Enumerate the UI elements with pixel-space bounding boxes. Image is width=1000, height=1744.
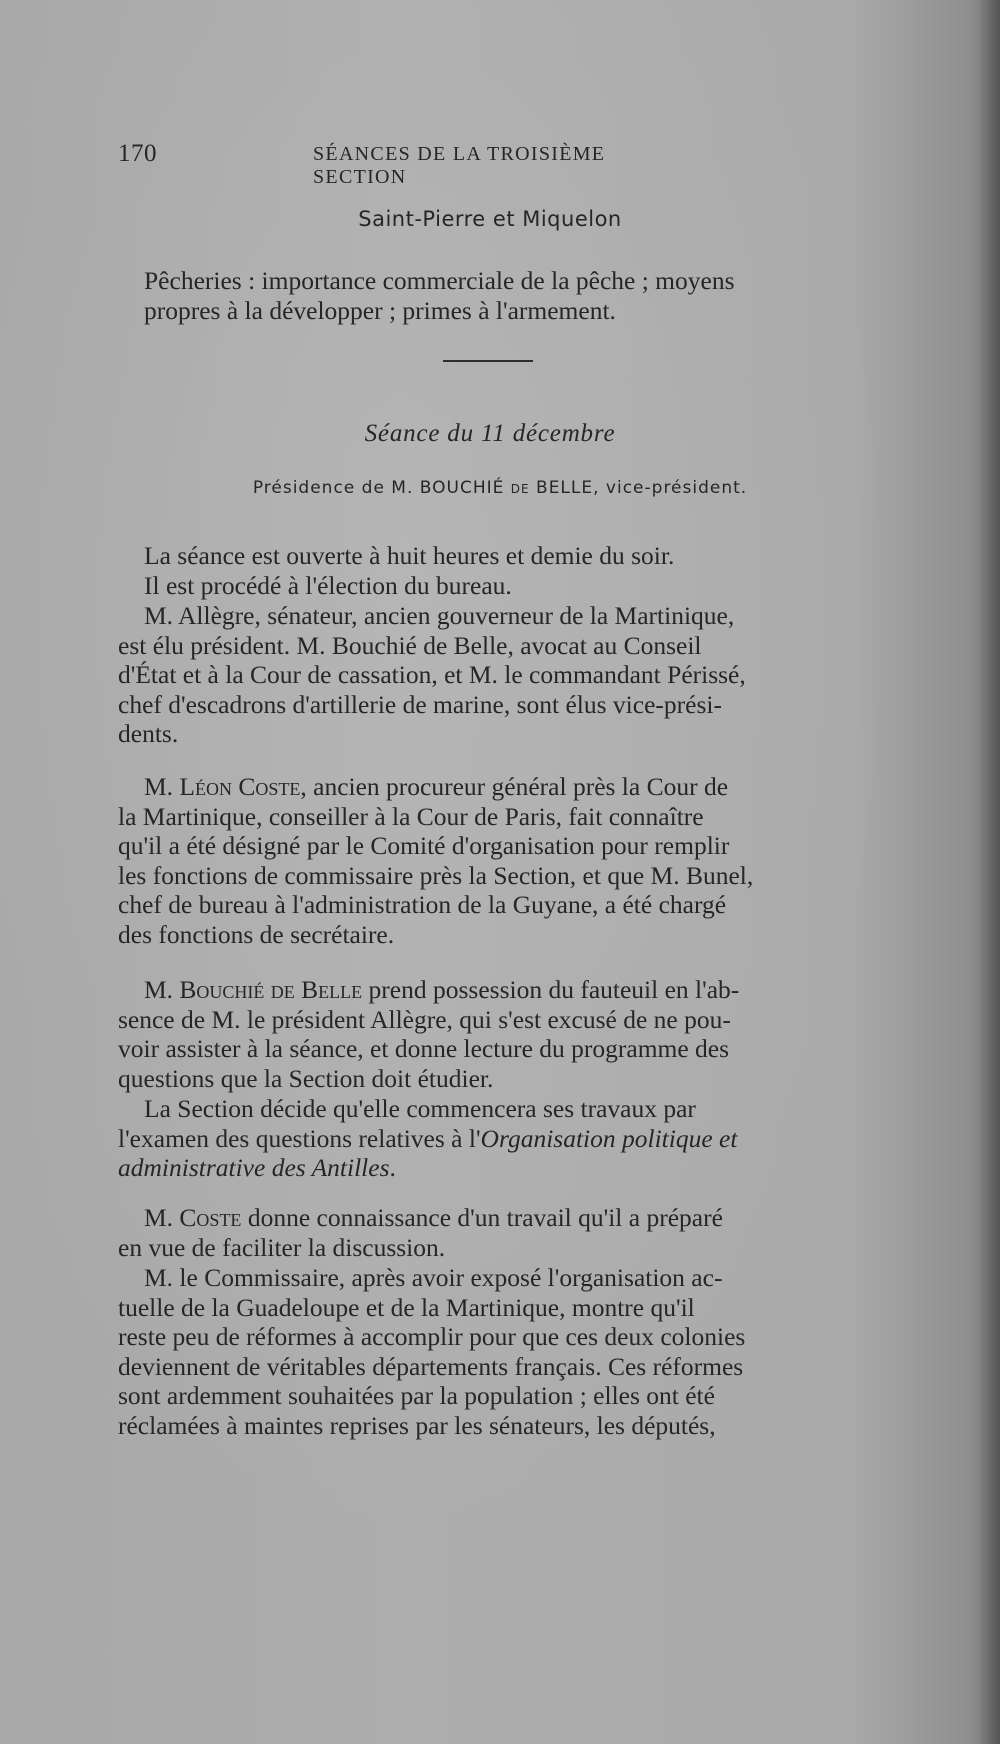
text-fragment: prend possession du fauteuil en l'ab- [362,975,740,1004]
text-line: reste peu de réformes à accomplir pour que ces deux colonies [118,1322,746,1351]
italic-text: administrative des Antilles [118,1153,390,1182]
text-line [118,975,866,1005]
text-line: des fonctions de secrétaire. [118,919,395,949]
speaker-name: M. Bouchié de Belle [144,975,363,1004]
text-line: M. le Commissaire, après avoir exposé l'organisation ac- [144,1263,723,1292]
text-line: est élu président. M. Bouchié de Belle, avocat au Conseil [118,630,702,660]
running-head: SÉANCES DE LA TROISIÈME SECTION [313,143,606,188]
paragraph-bouchie [118,975,866,1093]
text-line: propres à la développer ; primes à l'armement. [144,295,616,325]
section-title: Saint-Pierre et Miquelon [358,207,622,231]
text-line: sont ardemment souhaitées par la population ; elles ont été [118,1381,715,1410]
presidence-line [0,478,1000,498]
paragraph-coste-travail [118,1203,866,1262]
paragraph-section-decision [118,1094,866,1183]
text-line: Pêcheries : importance commerciale de la pêche ; moyens [144,266,735,295]
text-fragment: donne connaissance d'un travail qu'il a préparé [241,1203,723,1232]
text-line: Il est procédé à l'élection du bureau. [144,570,512,600]
text-fragment: , ancien procureur général près la Cour de [300,772,729,801]
text-line: chef de bureau à l'administration de la Guyane, a été chargé [118,890,727,919]
speaker-name: M. Léon Coste [144,772,301,801]
text-line: chef d'escadrons d'artillerie de marine, sont élus vice-prési- [118,689,722,719]
text-line: La séance est ouverte à huit heures et demie du soir. [144,541,675,570]
text-line: dents. [118,719,179,748]
text-line: tuelle de la Guadeloupe et de la Martinique, montre qu'il [118,1292,695,1322]
session-title: Séance du 11 décembre [364,420,616,447]
text-line: questions que la Section doit étudier. [118,1063,494,1093]
text-line: voir assister à la séance, et donne lecture du programme des [118,1034,730,1063]
text-line: M. Allègre, sénateur, ancien gouverneur de la Martinique, [144,601,735,630]
page-number: 170 [118,140,157,167]
text-line: réclamées à maintes reprises par les sénateurs, les députés, [118,1410,716,1440]
text-fragment: l'examen des questions relatives à l' [118,1123,481,1153]
italic-text: Organisation politique et [480,1123,738,1153]
separator-rule [443,360,533,362]
text-line: sence de M. le président Allègre, qui s'est excusé de ne pou- [118,1004,731,1034]
text-line [118,1203,866,1233]
speaker-name: M. Coste [144,1203,242,1232]
paragraph-commissaire [118,1263,866,1440]
presidence-suffix: BELLE, vice-président. [529,478,748,498]
page-edge-shadow [978,0,1000,1744]
paragraph-opening [118,541,866,600]
text-line: La Section décide qu'elle commencera ses travaux par [144,1094,696,1123]
text-line: la Martinique, conseiller à la Cour de Paris, fait connaître [118,801,704,831]
intro-paragraph [118,266,866,325]
text-line: les fonctions de commissaire près la Section, et que M. Bunel, [118,860,754,890]
text-line [118,1153,866,1183]
text-line [118,772,866,802]
presidence-prefix: Présidence de M. BOUCHIÉ [252,478,511,498]
paragraph-election [118,601,866,749]
text-line: qu'il a été désigné par le Comité d'organisation pour remplir [118,831,730,860]
text-line: d'État et à la Cour de cassation, et M. le commandant Périssé, [118,660,746,689]
text-line: deviennent de véritables départements français. Ces réformes [118,1351,744,1381]
text-fragment: . [389,1153,396,1182]
paragraph-coste-commissaire [118,772,866,949]
page-header [118,140,688,188]
presidence-particle: de [510,478,530,498]
text-line [118,1124,866,1154]
text-line: en vue de faciliter la discussion. [118,1232,446,1262]
